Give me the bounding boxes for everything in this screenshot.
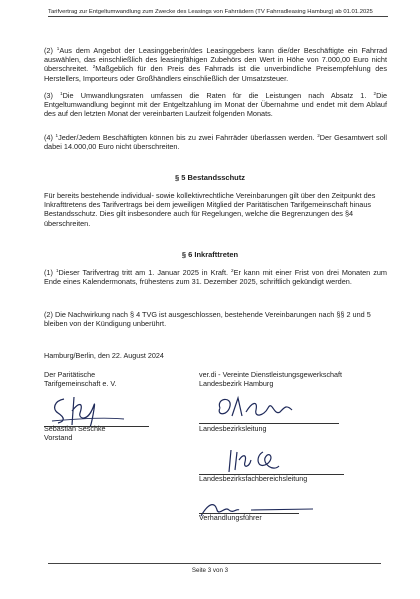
paragraph-4-3: (3) $^1$Die Umwandlungsraten umfassen die Raten für die Leistungen nach Absatz 1. $^2$Die Entgeltumwandlung beginnt mit der Entgeltzahlung im Monat der Übernahme und endet mit dem Ablauf des auf den letzten Monat der vereinbarten Laufzeit folgenden Monats.: [44, 91, 388, 119]
right-signature-1: [212, 394, 322, 424]
section-6-heading: § 6 Inkrafttreten: [181, 250, 239, 259]
footer-rule: [48, 563, 381, 564]
right-signature-2: [225, 446, 305, 476]
paragraph-4-4: (4) $^1$Jeder/Jedem Beschäftigten können bis zu zwei Fahrräder überlassen werden. $^2$Der Gesamtwert soll dabei 14.000,00 Euro nicht überschreiten.: [44, 133, 388, 152]
right-role-2: Landesbezirksfachbereichsleitung: [199, 474, 308, 483]
left-party-name: Der Paritätische Tarifgemeinschaft e. V.: [44, 370, 117, 389]
place-date: Hamburg/Berlin, den 22. August 2024: [44, 351, 164, 360]
right-party-name: ver.di - Vereinte Dienstleistungsgewerkschaft Landesbezirk Hamburg: [199, 370, 343, 389]
right-role-3: Verhandlungsführer: [199, 513, 262, 522]
right-role-1: Landesbezirksleitung: [199, 424, 267, 433]
section-5-text: Für bereits bestehende individual- sowie kollektivrechtliche Vereinbarungen gilt über den Zeitpunkt des Inkrafttretens des Tarifvertrags bei dem jeweiligen Mitglied der Paritätischen Tarifgemeinschaft hinaus Bestandsschutz. Dies gilt insbesondere auch für Regelungen, welche die Begrenzungen des §4 überschreiten.: [44, 191, 376, 228]
paragraph-6-1: (1) $^1$Dieser Tarifvertrag tritt am 1. Januar 2025 in Kraft. $^2$Er kann mit einer Frist von drei Monaten zum Ende eines Kalendermonats, frühestens zum 31. Dezember 2025, schriftlich gekündigt werden.: [44, 268, 388, 287]
paragraph-4-2: (2) $^1$Aus dem Angebot der Leasinggeberin/des Leasinggebers kann die/der Beschäftigte ein Fahrrad auswählen, das einschließlich des leasingfähigen Zubehörs den Wert in Höhe von 7.000,00 Euro nicht überschreitet. $^2$Maßgeblich für den Preis des Fahrrads ist die unverbindliche Preisempfehlung des Herstellers, Importeurs oder Großhändlers einschließlich der Umsatzsteuer.: [44, 46, 387, 83]
running-header: Tarifvertrag zur Entgeltumwandlung zum Zwecke des Leasings von Fahrrädern (TV Fahrradleasing Hamburg) ab 01.01.2025: [48, 9, 388, 17]
paragraph-6-2: (2) Die Nachwirkung nach § 4 TVG ist ausgeschlossen, bestehende Vereinbarungen nach §§ 2 und 5 bleiben von der Kündigung unberührt.: [44, 310, 371, 329]
left-signer: Sebastian Seschke Vorstand: [44, 424, 106, 443]
page-number: Seite 3 von 3: [191, 567, 229, 574]
section-5-heading: § 5 Bestandsschutz: [174, 173, 246, 182]
